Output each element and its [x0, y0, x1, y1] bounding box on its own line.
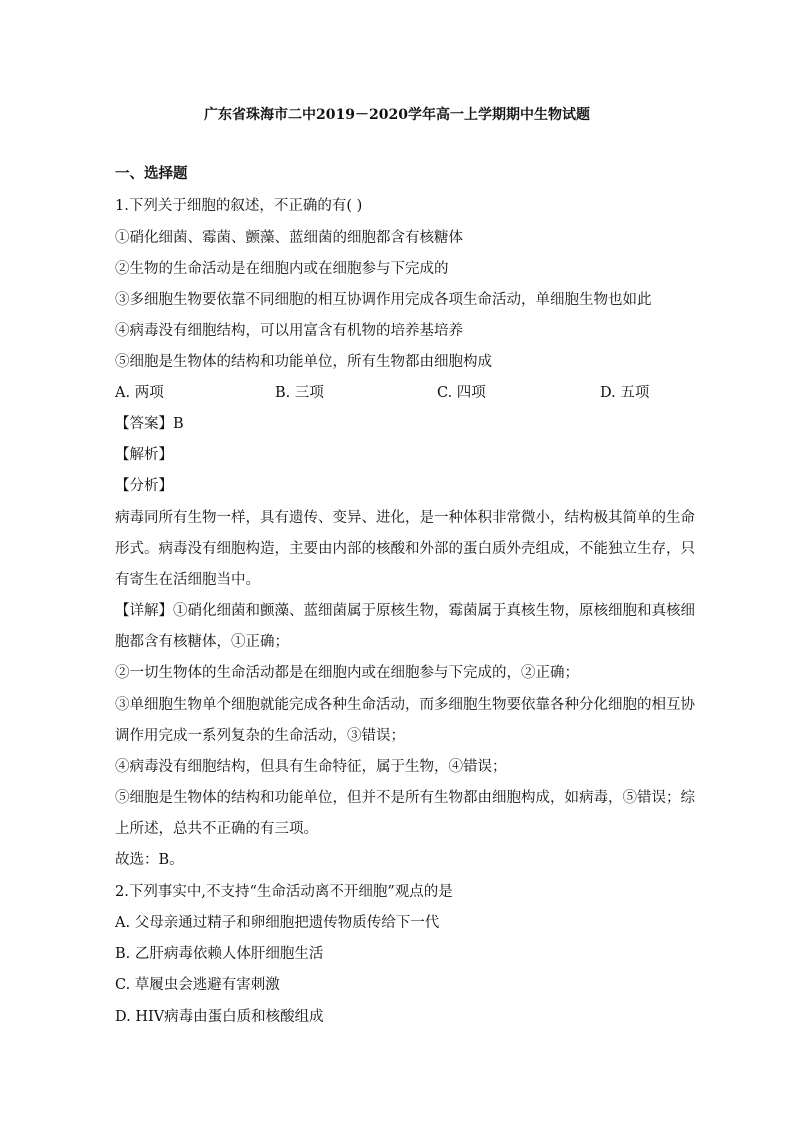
section-heading: 一、选择题 — [115, 165, 188, 182]
q1-detail-line: 胞都含有核糖体，①正确； — [115, 634, 289, 650]
q1-item-4: ④病毒没有细胞结构，可以用富含有机物的培养基培养 — [115, 323, 463, 339]
q1-fenxi-line: 有寄生在活细胞当中。 — [115, 572, 260, 588]
q1-option-a: A. 两项 — [115, 385, 164, 401]
q1-detail-line: 调作用完成一系列复杂的生命活动，③错误； — [115, 728, 405, 744]
q2-option-b: B. 乙肝病毒依赖人体肝细胞生活 — [115, 946, 324, 962]
q1-conclusion: 故选：B。 — [115, 852, 184, 868]
q1-fenxi-heading: 【分析】 — [115, 478, 173, 494]
q1-item-1: ①硝化细菌、霉菌、颤藻、蓝细菌的细胞都含有核糖体 — [115, 230, 463, 246]
q1-option-b: B. 三项 — [275, 385, 324, 401]
q2-option-c: C. 草履虫会逃避有害刺激 — [115, 977, 280, 993]
q1-option-d: D. 五项 — [600, 385, 650, 401]
q1-detail-line: 上所述，总共不正确的有三项。 — [115, 821, 318, 837]
q1-detail-line: 【详解】①硝化细菌和颤藻、蓝细菌属于原核生物，霉菌属于真核生物，原核细胞和真核细 — [115, 603, 695, 619]
q1-detail-line: ⑤细胞是生物体的结构和功能单位，但并不是所有生物都由细胞构成，如病毒，⑤错误；综 — [115, 790, 695, 806]
q1-item-3: ③多细胞生物要依靠不同细胞的相互协调作用完成各项生命活动，单细胞生物也如此 — [115, 292, 652, 308]
q2-stem: 2.下列事实中,不支持“生命活动离不开细胞”观点的是 — [115, 884, 453, 900]
q1-detail-line: ④病毒没有细胞结构，但具有生命特征，属于生物，④错误； — [115, 759, 507, 775]
document-title: 广东省珠海市二中2019－2020学年高一上学期期中生物试题 — [204, 107, 590, 123]
q1-analysis-heading: 【解析】 — [115, 447, 173, 463]
q1-fenxi-line: 形式。病毒没有细胞构造，主要由内部的核酸和外部的蛋白质外壳组成，不能独立生存，只 — [115, 541, 695, 557]
q1-answer: 【答案】B — [115, 416, 184, 432]
q1-fenxi-line: 病毒同所有生物一样，具有遗传、变异、进化，是一种体积非常微小，结构极其简单的生命 — [115, 510, 695, 526]
q1-item-2: ②生物的生命活动是在细胞内或在细胞参与下完成的 — [115, 261, 449, 277]
q2-option-d: D. HIV病毒由蛋白质和核酸组成 — [115, 1009, 324, 1025]
q1-stem: 1.下列关于细胞的叙述，不正确的有( ) — [115, 198, 363, 214]
q1-detail-line: ③单细胞生物单个细胞就能完成各种生命活动，而多细胞生物要依靠各种分化细胞的相互协 — [115, 697, 695, 713]
q1-detail-line: ②一切生物体的生命活动都是在细胞内或在细胞参与下完成的，②正确； — [115, 665, 579, 681]
q1-option-c: C. 四项 — [437, 385, 486, 401]
q1-item-5: ⑤细胞是生物体的结构和功能单位，所有生物都由细胞构成 — [115, 354, 492, 370]
q1-options — [115, 383, 685, 403]
q2-option-a: A. 父母亲通过精子和卵细胞把遗传物质传给下一代 — [115, 915, 440, 931]
